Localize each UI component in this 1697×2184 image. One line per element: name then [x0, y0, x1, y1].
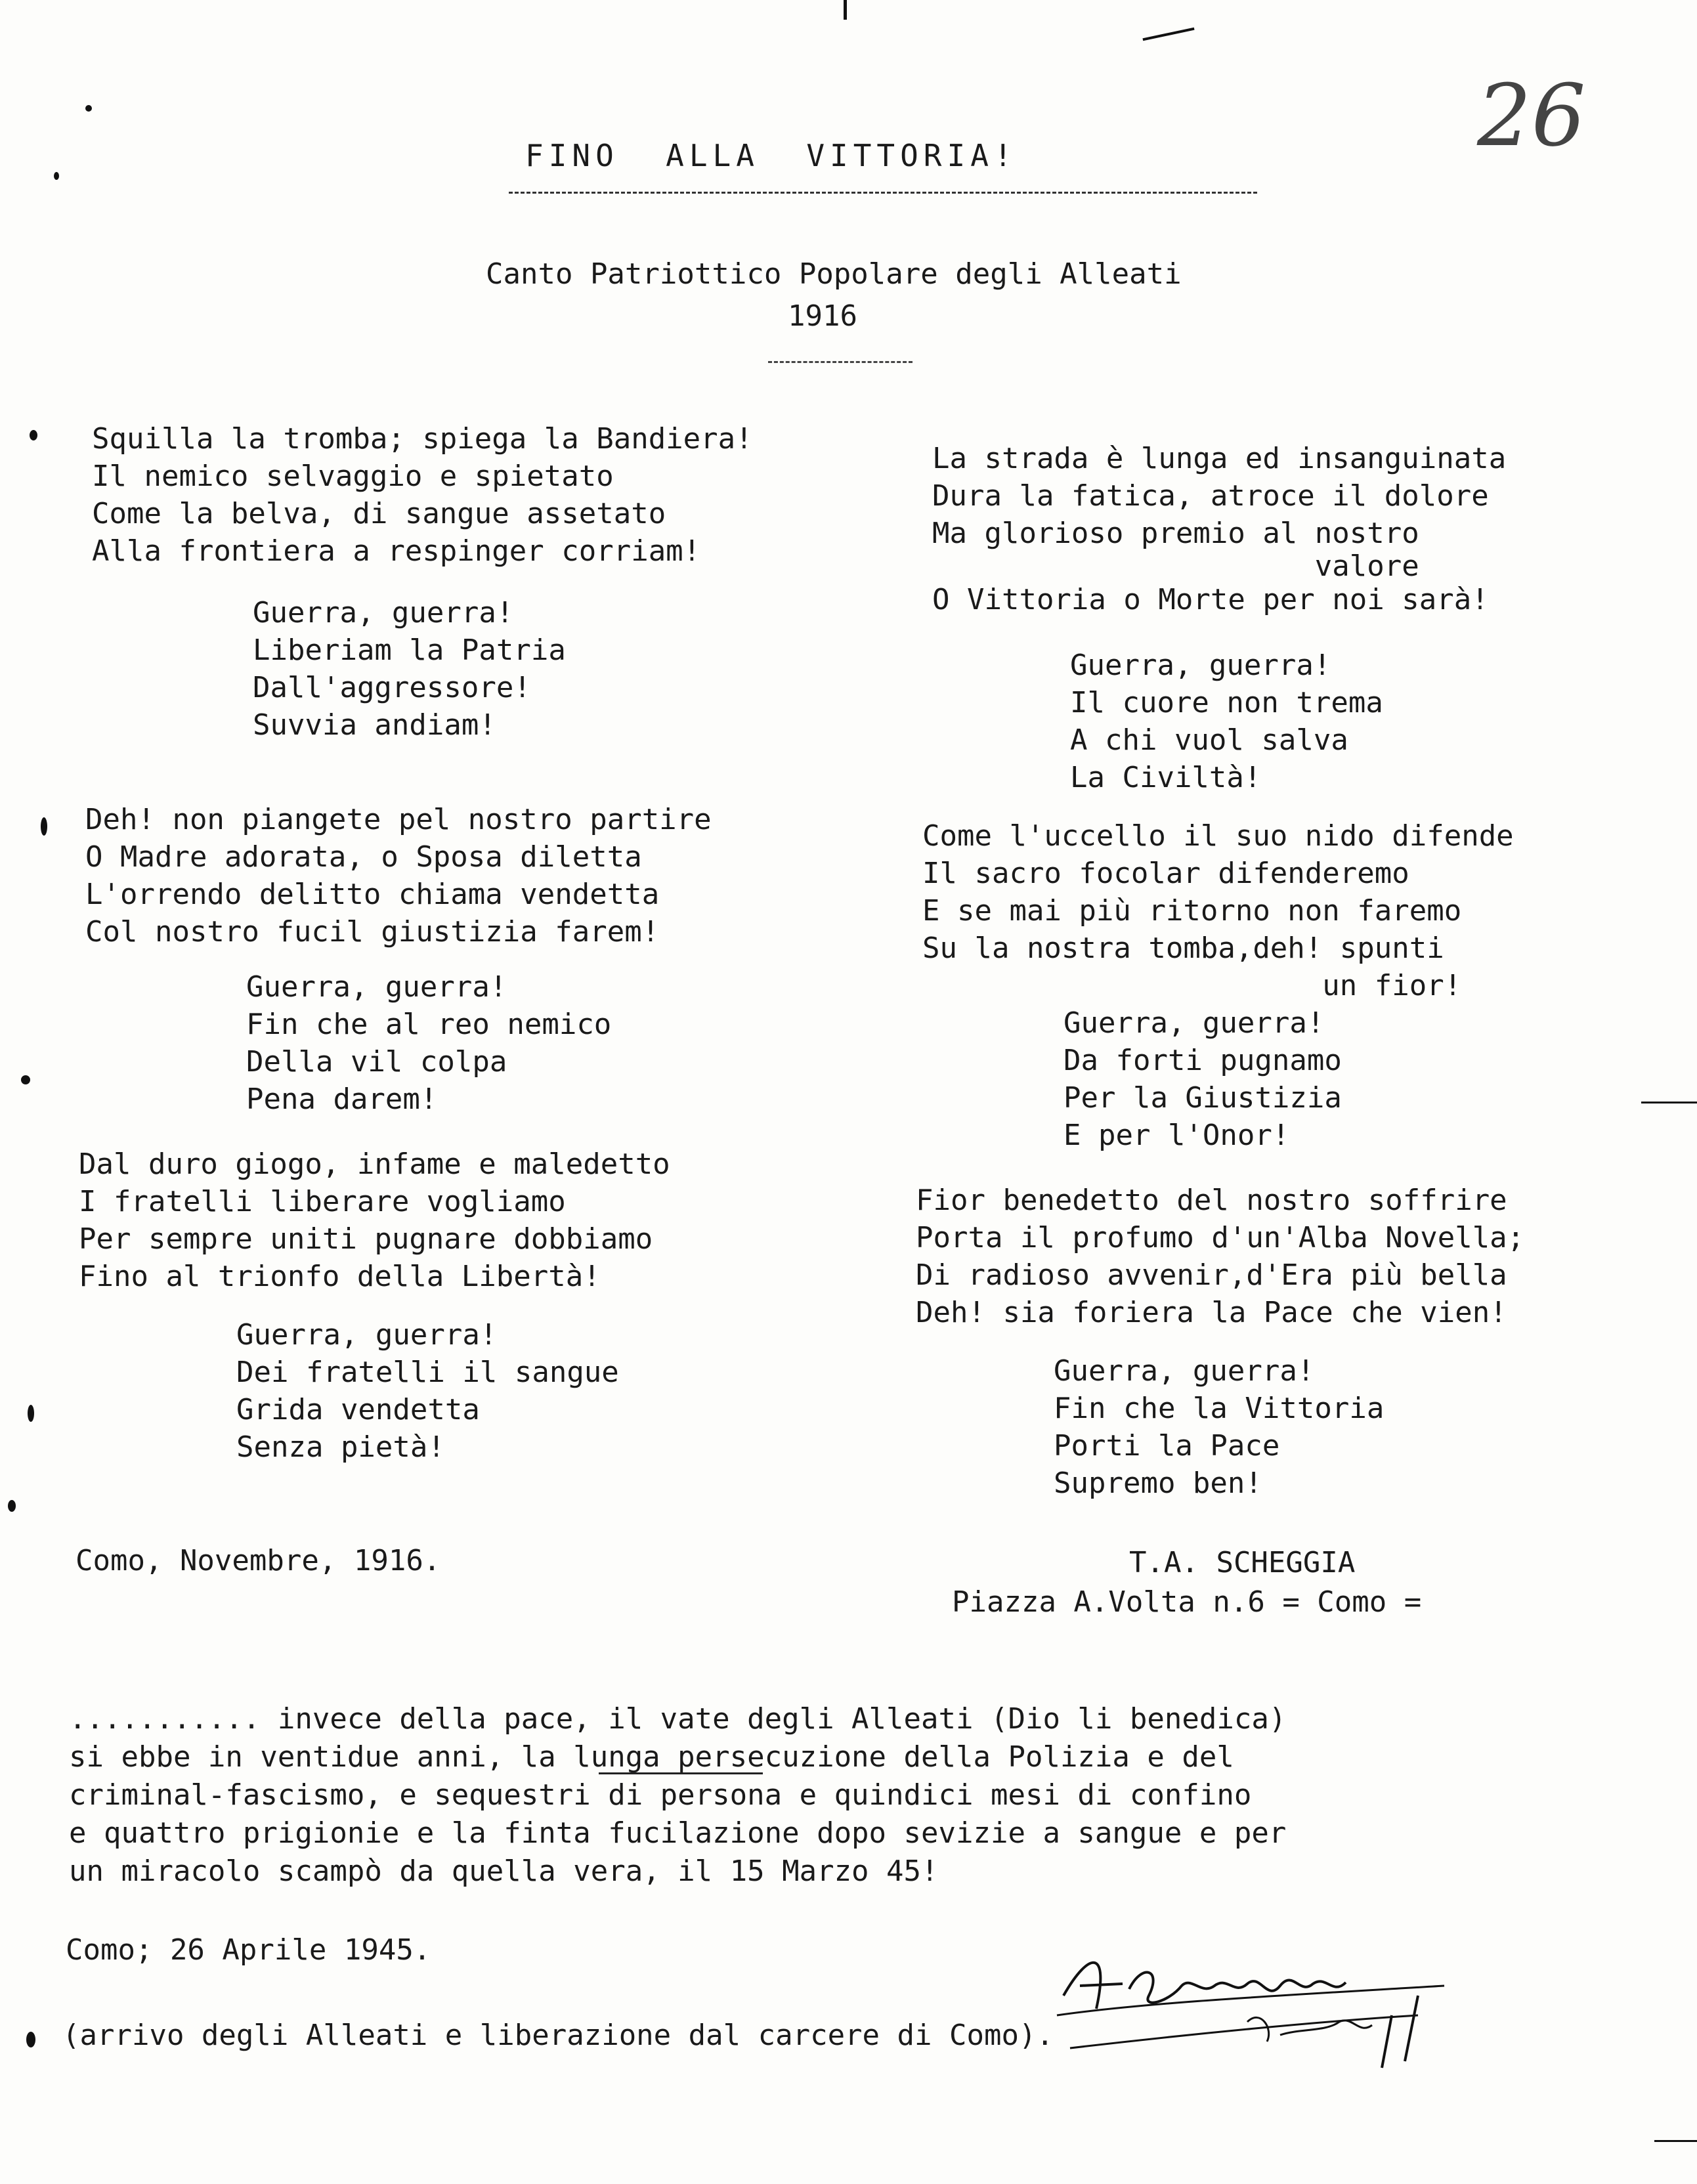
note-date: Como; 26 Aprile 1945. [66, 1933, 431, 1967]
song-title: FINO ALLA VITTORIA! [525, 138, 1018, 173]
refrain-line: Il cuore non trema [1070, 686, 1383, 719]
verse-line: Dal duro giogo, infame e maledetto [79, 1147, 670, 1181]
verse-line: Su la nostra tomba,deh! spunti [922, 931, 1444, 965]
refrain-line: Guerra, guerra! [236, 1318, 498, 1352]
verse-line: Come l'uccello il suo nido difende [922, 819, 1514, 853]
refrain-line: Dei fratelli il sangue [236, 1356, 619, 1389]
title-underline [509, 192, 1257, 194]
verse-line: La strada è lunga ed insanguinata [932, 442, 1507, 475]
right-stanza-1-verse [932, 440, 1506, 618]
verse-line: Come la belva, di sangue assetato [92, 497, 666, 530]
scan-mark [844, 0, 847, 20]
refrain-line: A chi vuol salva [1070, 723, 1348, 757]
left-stanza-3-refrain [236, 1316, 619, 1466]
note-line: ........... invece della pace, il vate degli Alleati (Dio li benedica) [69, 1702, 1287, 1736]
refrain-line: Guerra, guerra! [253, 596, 514, 630]
verse-line: Col nostro fucil giustizia farem! [85, 915, 660, 949]
verse-line: un fior! [922, 969, 1462, 1002]
verse-line: Ma glorioso premio al nostro [932, 517, 1419, 550]
right-stanza-3-verse [916, 1182, 1524, 1331]
right-stanza-1-refrain [1070, 647, 1383, 796]
refrain-line: Dall'aggressore! [253, 671, 531, 704]
right-stanza-2-refrain [1063, 1004, 1342, 1154]
verse-line: O Vittoria o Morte per noi sarà! [932, 583, 1489, 616]
refrain-line: Guerra, guerra! [246, 970, 507, 1004]
left-stanza-2-verse [85, 801, 712, 951]
scan-speck [41, 817, 47, 836]
verse-line: Il nemico selvaggio e spietato [92, 460, 614, 493]
note-parenthetical: (arrivo degli Alleati e liberazione dal carcere di Como). [62, 2019, 1054, 2052]
verse-line: L'orrendo delitto chiama vendetta [85, 878, 660, 911]
verse-line: E se mai più ritorno non faremo [922, 894, 1462, 928]
scan-speck [26, 2032, 35, 2047]
scan-mark [1654, 2140, 1697, 2142]
refrain-line: Grida vendetta [236, 1393, 480, 1426]
page-number: 26 [1477, 66, 1586, 165]
scan-mark [1142, 28, 1194, 41]
song-year: 1916 [788, 299, 857, 333]
verse-line: valore [932, 549, 1419, 583]
verse-line: I fratelli liberare vogliamo [79, 1185, 566, 1218]
refrain-line: Guerra, guerra! [1063, 1006, 1325, 1040]
place-date: Como, Novembre, 1916. [75, 1544, 441, 1577]
refrain-line: Suvvia andiam! [253, 708, 496, 742]
verse-line: Di radioso avvenir,d'Era più bella [916, 1258, 1507, 1292]
verse-line: Fino al trionfo della Libertà! [79, 1260, 601, 1293]
refrain-line: La Civiltà! [1070, 761, 1262, 794]
refrain-line: E per l'Onor! [1063, 1119, 1290, 1152]
scan-speck [28, 1405, 34, 1422]
left-stanza-1-refrain [253, 594, 566, 744]
refrain-line: Da forti pugnamo [1063, 1044, 1342, 1077]
scan-speck [30, 430, 37, 440]
right-stanza-2-verse [922, 817, 1514, 1004]
note-line: si ebbe in ventidue anni, la lunga persecuzione della Polizia e del [69, 1740, 1234, 1774]
historical-note [69, 1700, 1286, 1891]
scan-speck [54, 172, 59, 180]
refrain-line: Guerra, guerra! [1054, 1354, 1315, 1388]
note-line: e quattro prigionie e la finta fucilazione dopo sevizie a sangue e per [69, 1816, 1287, 1850]
verse-line: Deh! sia foriera la Pace che vien! [916, 1296, 1507, 1329]
refrain-line: Liberiam la Patria [253, 633, 566, 667]
left-stanza-3-verse [79, 1146, 670, 1295]
underline-la-lunga [599, 1772, 763, 1774]
refrain-line: Guerra, guerra! [1070, 649, 1331, 682]
note-line: criminal-fascismo, e sequestri di persona e quindici mesi di confino [69, 1778, 1252, 1812]
scan-speck [85, 105, 92, 112]
verse-line: Alla frontiera a respinger corriam! [92, 534, 701, 568]
refrain-line: Fin che la Vittoria [1054, 1392, 1385, 1425]
verse-line: Squilla la tromba; spiega la Bandiera! [92, 422, 753, 456]
refrain-line: Fin che al reo nemico [246, 1008, 612, 1041]
verse-line: Fior benedetto del nostro soffrire [916, 1184, 1507, 1217]
verse-line: Deh! non piangete pel nostro partire [85, 803, 712, 836]
handwritten-signature [1050, 1923, 1471, 2074]
song-subtitle: Canto Patriottico Popolare degli Alleati [486, 257, 1182, 291]
refrain-line: Pena darem! [246, 1082, 438, 1116]
verse-line: Il sacro focolar difenderemo [922, 857, 1409, 890]
left-stanza-1-verse [92, 420, 753, 570]
verse-line: Dura la fatica, atroce il dolore [932, 479, 1489, 513]
refrain-line: Porti la Pace [1054, 1429, 1280, 1463]
refrain-line: Senza pietà! [236, 1430, 445, 1464]
right-stanza-3-refrain [1054, 1352, 1384, 1502]
refrain-line: Supremo ben! [1054, 1467, 1262, 1500]
refrain-line: Della vil colpa [246, 1045, 507, 1079]
verse-line: Per sempre uniti pugnare dobbiamo [79, 1222, 653, 1256]
refrain-line: Per la Giustizia [1063, 1081, 1342, 1115]
scan-speck [21, 1075, 30, 1084]
scan-speck [8, 1500, 16, 1512]
note-line: un miracolo scampò da quella vera, il 15 Marzo 45! [69, 1854, 939, 1888]
verse-line: O Madre adorata, o Sposa diletta [85, 840, 642, 874]
publisher-name: T.A. SCHEGGIA [1129, 1546, 1356, 1579]
scan-mark [1641, 1102, 1697, 1103]
verse-line: Porta il profumo d'un'Alba Novella; [916, 1221, 1525, 1254]
year-underline [768, 361, 913, 363]
publisher-address: Piazza A.Volta n.6 = Como = [952, 1585, 1422, 1619]
left-stanza-2-refrain [246, 968, 611, 1118]
